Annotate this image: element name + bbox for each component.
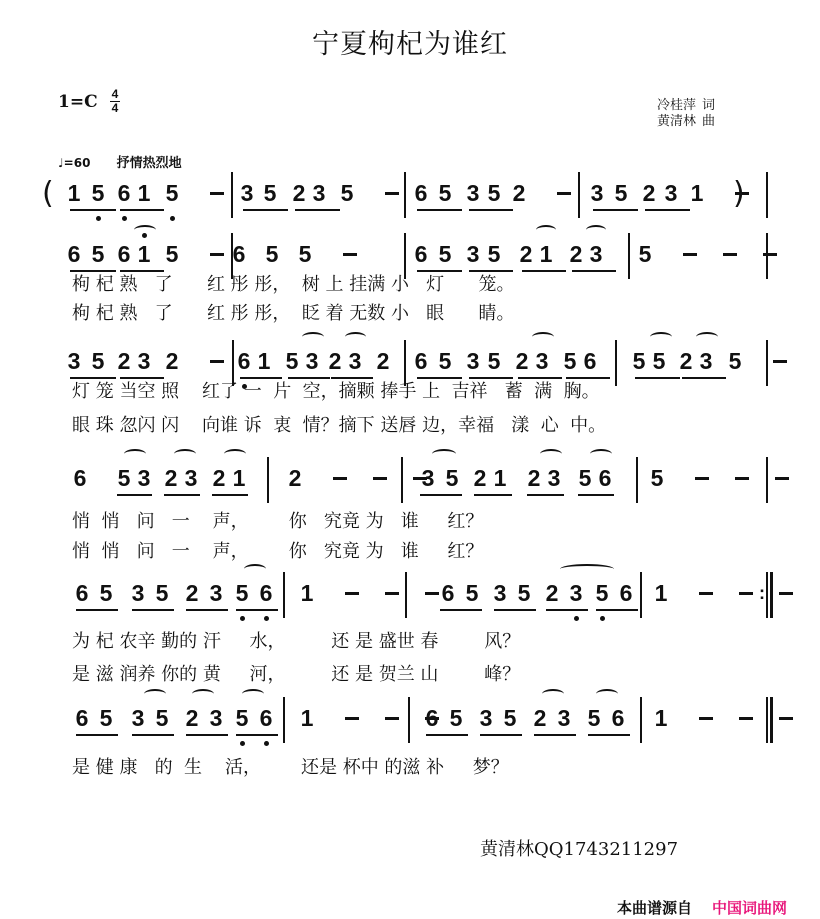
sustain-dash bbox=[775, 477, 789, 480]
note: 5 bbox=[728, 348, 742, 374]
time-signature bbox=[110, 89, 120, 114]
lyric-line-verse-1: 灯 笼 当空 照 红了 一 片 空，摘颗 捧手 上 吉祥 蓄 满 胸。 bbox=[72, 381, 600, 402]
low-octave-dot bbox=[240, 741, 245, 746]
sustain-dash bbox=[210, 253, 224, 256]
note: 3 bbox=[209, 580, 223, 606]
barline bbox=[404, 172, 406, 218]
intro-close-paren: ) bbox=[733, 176, 745, 211]
note: 2 bbox=[512, 180, 526, 206]
note: 5 bbox=[91, 241, 105, 267]
slur-mark bbox=[244, 564, 266, 574]
note: 5 bbox=[155, 580, 169, 606]
lyricist-credit bbox=[657, 98, 715, 114]
beam-underline bbox=[593, 209, 638, 211]
note: 5 bbox=[263, 180, 277, 206]
beam-underline bbox=[635, 377, 680, 379]
note: 6 bbox=[414, 241, 428, 267]
beam-underline bbox=[186, 734, 228, 736]
note: 5 bbox=[117, 465, 131, 491]
note: 5 bbox=[445, 465, 459, 491]
note: 3 bbox=[569, 580, 583, 606]
beam-underline bbox=[522, 270, 566, 272]
note: 1 bbox=[539, 241, 553, 267]
beam-underline bbox=[420, 494, 462, 496]
note: 5 bbox=[438, 180, 452, 206]
note: 1 bbox=[232, 465, 246, 491]
sustain-dash bbox=[345, 717, 359, 720]
beam-underline bbox=[480, 734, 522, 736]
note: 6 bbox=[414, 348, 428, 374]
source-label: 本曲谱源自 bbox=[617, 899, 693, 917]
note: 3 bbox=[131, 580, 145, 606]
note: 5 bbox=[235, 705, 249, 731]
beam-underline bbox=[469, 209, 513, 211]
note: 1 bbox=[654, 580, 668, 606]
sustain-dash bbox=[425, 592, 439, 595]
barline bbox=[283, 697, 285, 743]
note: 5 bbox=[449, 705, 463, 731]
beam-underline bbox=[494, 609, 536, 611]
note: 2 bbox=[212, 465, 226, 491]
composer-credit bbox=[657, 114, 715, 130]
note: 1 bbox=[300, 580, 314, 606]
note: 3 bbox=[466, 180, 480, 206]
beam-underline bbox=[417, 209, 462, 211]
note: 3 bbox=[479, 705, 493, 731]
note: 3 bbox=[305, 348, 319, 374]
beam-underline bbox=[578, 494, 614, 496]
note: 5 bbox=[340, 180, 354, 206]
source-site-link[interactable]: 中国词曲网 bbox=[712, 899, 788, 917]
note: 6 bbox=[583, 348, 597, 374]
barline bbox=[766, 457, 768, 503]
low-octave-dot bbox=[574, 616, 579, 621]
barline bbox=[401, 457, 403, 503]
note: 2 bbox=[527, 465, 541, 491]
low-octave-dot bbox=[600, 616, 605, 621]
note: 3 bbox=[67, 348, 81, 374]
low-octave-dot bbox=[264, 741, 269, 746]
note: 5 bbox=[165, 180, 179, 206]
note: 5 bbox=[632, 348, 646, 374]
note: 6 bbox=[441, 580, 455, 606]
note: 2 bbox=[292, 180, 306, 206]
note: 3 bbox=[466, 348, 480, 374]
lyric-line-verse-1: 悄 悄 问 一 声， 你 究竟 为 谁 红？ bbox=[72, 511, 484, 532]
beam-underline bbox=[572, 270, 616, 272]
note: 6 bbox=[237, 348, 251, 374]
barline bbox=[636, 457, 638, 503]
barline bbox=[766, 172, 768, 218]
sustain-dash bbox=[373, 477, 387, 480]
note: 6 bbox=[619, 580, 633, 606]
beam-underline bbox=[132, 734, 174, 736]
barline bbox=[766, 233, 768, 279]
sustain-dash bbox=[557, 192, 571, 195]
sustain-dash bbox=[739, 592, 753, 595]
beam-underline bbox=[117, 494, 152, 496]
sustain-dash bbox=[699, 717, 713, 720]
note: 6 bbox=[414, 180, 428, 206]
note: 3 bbox=[466, 241, 480, 267]
note: 5 bbox=[487, 348, 501, 374]
barline bbox=[766, 340, 768, 386]
note: 5 bbox=[235, 580, 249, 606]
note: 2 bbox=[533, 705, 547, 731]
lyricist-name: 冷桂萍 bbox=[657, 98, 697, 113]
note: 2 bbox=[288, 465, 302, 491]
note: 5 bbox=[155, 705, 169, 731]
beam-underline bbox=[588, 734, 630, 736]
note: 2 bbox=[473, 465, 487, 491]
note: 5 bbox=[487, 180, 501, 206]
note: 2 bbox=[519, 241, 533, 267]
note: 5 bbox=[587, 705, 601, 731]
note: 2 bbox=[679, 348, 693, 374]
note: 1 bbox=[493, 465, 507, 491]
arranger-signature: 黄清林QQ1743211297 bbox=[480, 839, 679, 860]
slur-mark bbox=[532, 332, 554, 342]
repeat-dots: : bbox=[759, 583, 765, 603]
note: 5 bbox=[265, 241, 279, 267]
low-octave-dot bbox=[264, 616, 269, 621]
note: 2 bbox=[164, 465, 178, 491]
beam-underline bbox=[546, 609, 588, 611]
slur-mark bbox=[542, 689, 564, 699]
sustain-dash bbox=[779, 592, 793, 595]
expression-marking: 抒情热烈地 bbox=[116, 156, 182, 171]
beam-underline bbox=[186, 609, 228, 611]
beam-underline bbox=[426, 734, 468, 736]
final-barline bbox=[770, 697, 773, 743]
note: 3 bbox=[240, 180, 254, 206]
source-credit bbox=[617, 897, 787, 918]
note: 3 bbox=[589, 241, 603, 267]
slur-mark bbox=[696, 332, 718, 342]
slur-mark bbox=[134, 225, 156, 235]
slur-mark bbox=[432, 449, 456, 459]
note: 5 bbox=[487, 241, 501, 267]
tempo-marking bbox=[58, 152, 182, 171]
slur-mark bbox=[590, 449, 612, 459]
note: 3 bbox=[137, 348, 151, 374]
beam-underline bbox=[527, 494, 564, 496]
sustain-dash bbox=[385, 192, 399, 195]
note: 1 bbox=[257, 348, 271, 374]
sustain-dash bbox=[385, 592, 399, 595]
note: 5 bbox=[517, 580, 531, 606]
note: 6 bbox=[117, 180, 131, 206]
note: 5 bbox=[99, 705, 113, 731]
note: 1 bbox=[690, 180, 704, 206]
note: 5 bbox=[298, 241, 312, 267]
composer-role: 曲 bbox=[702, 114, 716, 129]
slur-mark bbox=[144, 689, 166, 699]
sustain-dash bbox=[210, 360, 224, 363]
sustain-dash bbox=[345, 592, 359, 595]
slur-mark bbox=[586, 225, 606, 235]
note: 2 bbox=[569, 241, 583, 267]
note: 5 bbox=[563, 348, 577, 374]
note: 5 bbox=[650, 465, 664, 491]
beam-underline bbox=[243, 209, 288, 211]
note: 3 bbox=[312, 180, 326, 206]
barline bbox=[283, 572, 285, 618]
barline bbox=[578, 172, 580, 218]
note: 5 bbox=[652, 348, 666, 374]
lyric-line-verse-1: 为 杞 农辛 勤的 汗 水， 还 是 盛世 春 风？ bbox=[72, 631, 521, 652]
lyric-line-verse-2: 悄 悄 问 一 声， 你 究竟 为 谁 红？ bbox=[72, 541, 484, 562]
credits bbox=[657, 98, 715, 130]
lyric-line-verse-1: 枸 杞 熟 了 红 彤 彤， 树 上 挂满 小 灯 笼。 bbox=[72, 274, 515, 295]
note: 2 bbox=[642, 180, 656, 206]
beam-underline bbox=[132, 609, 174, 611]
note: 6 bbox=[611, 705, 625, 731]
barline bbox=[231, 172, 233, 218]
note: 2 bbox=[165, 348, 179, 374]
note: 2 bbox=[117, 348, 131, 374]
note: 3 bbox=[421, 465, 435, 491]
beam-underline bbox=[120, 209, 164, 211]
sustain-dash bbox=[735, 477, 749, 480]
slur-mark bbox=[302, 332, 324, 342]
beam-underline bbox=[474, 494, 512, 496]
beam-underline bbox=[295, 209, 340, 211]
note: 2 bbox=[328, 348, 342, 374]
sustain-dash bbox=[699, 592, 713, 595]
sustain-dash bbox=[210, 192, 224, 195]
sustain-dash bbox=[683, 253, 697, 256]
note: 5 bbox=[285, 348, 299, 374]
note: 3 bbox=[699, 348, 713, 374]
note: 3 bbox=[493, 580, 507, 606]
note: 5 bbox=[99, 580, 113, 606]
notation-row bbox=[0, 580, 820, 620]
tempo-value: ♩=60 bbox=[58, 156, 91, 170]
lyricist-role: 词 bbox=[702, 98, 716, 113]
barline bbox=[615, 340, 617, 386]
note: 3 bbox=[590, 180, 604, 206]
beam-underline bbox=[212, 494, 248, 496]
note: 3 bbox=[547, 465, 561, 491]
barline bbox=[640, 572, 642, 618]
slur-mark bbox=[596, 689, 618, 699]
note: 3 bbox=[137, 465, 151, 491]
beam-underline bbox=[236, 734, 278, 736]
low-octave-dot bbox=[122, 216, 127, 221]
low-octave-dot bbox=[170, 216, 175, 221]
notation-row bbox=[0, 465, 820, 505]
barline bbox=[408, 697, 410, 743]
note: 6 bbox=[75, 705, 89, 731]
note: 1 bbox=[137, 241, 151, 267]
note: 3 bbox=[131, 705, 145, 731]
note: 5 bbox=[438, 348, 452, 374]
note: 6 bbox=[75, 580, 89, 606]
note: 3 bbox=[535, 348, 549, 374]
note: 5 bbox=[438, 241, 452, 267]
note: 6 bbox=[259, 705, 273, 731]
slur-mark bbox=[174, 449, 196, 459]
note: 1 bbox=[67, 180, 81, 206]
slur-mark bbox=[560, 564, 614, 574]
beam-underline bbox=[236, 609, 278, 611]
note: 1 bbox=[300, 705, 314, 731]
note: 5 bbox=[638, 241, 652, 267]
key-signature: 1=C bbox=[58, 92, 98, 112]
note: 2 bbox=[515, 348, 529, 374]
song-title: 宁夏枸杞为谁红 bbox=[312, 29, 508, 60]
repeat-end-barline bbox=[770, 572, 773, 618]
barline bbox=[267, 457, 269, 503]
beam-underline bbox=[440, 609, 482, 611]
note: 3 bbox=[209, 705, 223, 731]
composer-name: 黄清林 bbox=[657, 114, 697, 129]
sustain-dash bbox=[333, 477, 347, 480]
beam-underline bbox=[682, 377, 726, 379]
barline bbox=[766, 697, 768, 743]
beam-underline bbox=[70, 209, 116, 211]
beam-underline bbox=[164, 494, 200, 496]
notation-row bbox=[0, 705, 820, 745]
sustain-dash bbox=[773, 360, 787, 363]
intro-open-paren: ( bbox=[42, 176, 54, 211]
sustain-dash bbox=[739, 717, 753, 720]
lyric-line-verse-2: 是 滋 润养 你的 黄 河， 还 是 贺兰 山 峰？ bbox=[72, 664, 521, 685]
beam-underline bbox=[596, 609, 638, 611]
slur-mark bbox=[540, 449, 562, 459]
beam-underline bbox=[534, 734, 576, 736]
sustain-dash bbox=[343, 253, 357, 256]
sustain-dash bbox=[385, 717, 399, 720]
sustain-dash bbox=[779, 717, 793, 720]
notation-row bbox=[0, 176, 820, 220]
note: 3 bbox=[664, 180, 678, 206]
sustain-dash bbox=[723, 253, 737, 256]
note: 5 bbox=[91, 180, 105, 206]
beam-underline bbox=[76, 734, 118, 736]
lyric-line-verse-2: 眼 珠 忽闪 闪 向谁 诉 衷 情？摘下 送唇 边，幸福 漾 心 中。 bbox=[72, 415, 607, 436]
beam-underline bbox=[76, 609, 118, 611]
note: 5 bbox=[503, 705, 517, 731]
low-octave-dot bbox=[96, 216, 101, 221]
note: 2 bbox=[185, 705, 199, 731]
slur-mark bbox=[124, 449, 146, 459]
note: 5 bbox=[595, 580, 609, 606]
slur-mark bbox=[536, 225, 556, 235]
slur-mark bbox=[242, 689, 264, 699]
note: 6 bbox=[117, 241, 131, 267]
barline bbox=[405, 572, 407, 618]
note: 2 bbox=[185, 580, 199, 606]
time-signature-bottom: 4 bbox=[111, 101, 119, 115]
note: 3 bbox=[348, 348, 362, 374]
slur-mark bbox=[224, 449, 246, 459]
note: 5 bbox=[578, 465, 592, 491]
note: 2 bbox=[376, 348, 390, 374]
note: 5 bbox=[614, 180, 628, 206]
note: 6 bbox=[73, 465, 87, 491]
note: 6 bbox=[232, 241, 246, 267]
note: 6 bbox=[598, 465, 612, 491]
low-octave-dot bbox=[240, 616, 245, 621]
slur-mark bbox=[192, 689, 214, 699]
time-signature-top: 4 bbox=[111, 87, 119, 101]
sustain-dash bbox=[695, 477, 709, 480]
note: 6 bbox=[259, 580, 273, 606]
note: 5 bbox=[465, 580, 479, 606]
lyric-line-verse-1: 是 健 康 的 生 活， 还是 杯中 的滋 补 梦？ bbox=[72, 757, 509, 778]
note: 6 bbox=[67, 241, 81, 267]
note: 5 bbox=[165, 241, 179, 267]
note: 1 bbox=[137, 180, 151, 206]
note: 1 bbox=[654, 705, 668, 731]
note: 3 bbox=[557, 705, 571, 731]
note: 5 bbox=[91, 348, 105, 374]
note: 2 bbox=[545, 580, 559, 606]
barline bbox=[640, 697, 642, 743]
slur-mark bbox=[345, 332, 366, 342]
slur-mark bbox=[650, 332, 672, 342]
note: 3 bbox=[184, 465, 198, 491]
beam-underline bbox=[645, 209, 690, 211]
note: 6 bbox=[425, 705, 439, 731]
lyric-line-verse-2: 枸 杞 熟 了 红 彤 彤， 眨 着 无数 小 眼 睛。 bbox=[72, 303, 515, 324]
barline bbox=[628, 233, 630, 279]
